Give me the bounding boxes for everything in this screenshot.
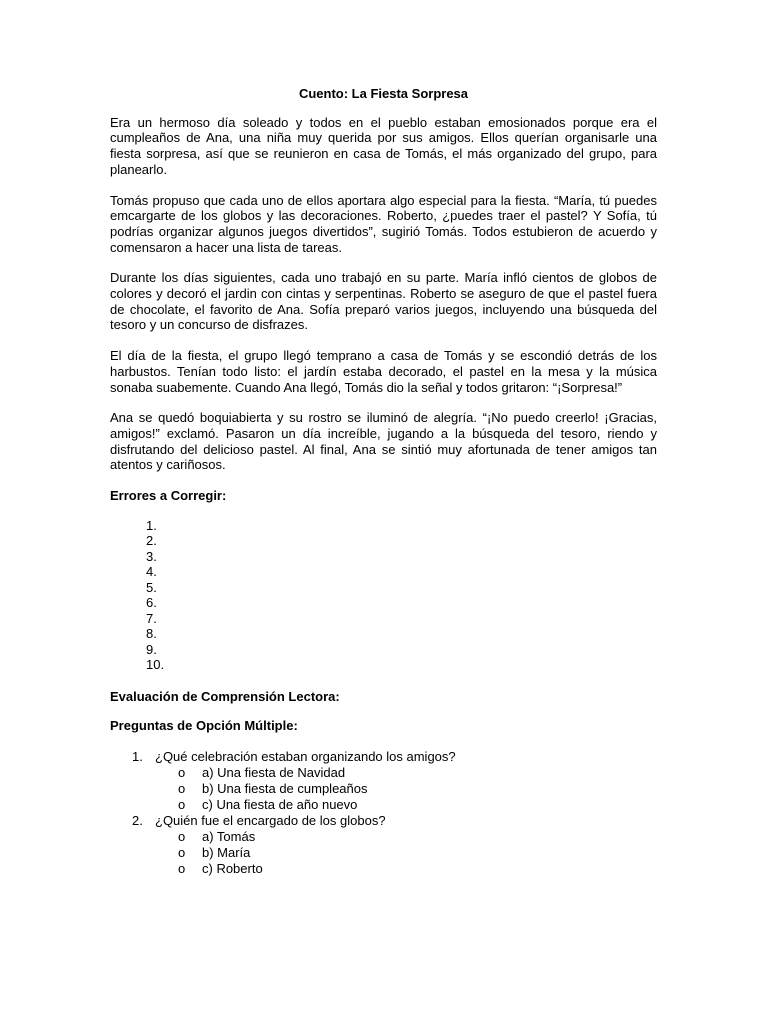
error-item: 5. (146, 579, 157, 595)
story-paragraph-5: Ana se quedó boquiabierta y su rostro se iluminó de alegría. “¡No puedo creerlo! ¡Gracias, amigos!” exclamó. Pasaron un día increíble, jugando a la búsqueda del tesoro, riendo y disfrutando del delicioso pastel. Al final, Ana se sintió muy afortunada de tener amigos tan atentos y cariñosos. (110, 410, 657, 473)
error-item: 7. (146, 610, 157, 626)
option-text: c) Roberto (202, 860, 263, 876)
bullet-icon: o (178, 860, 186, 876)
multiple-choice-heading: Preguntas de Opción Múltiple: (110, 718, 298, 734)
error-item: 10. (146, 657, 165, 673)
bullet-icon: o (178, 844, 186, 860)
errors-heading: Errores a Corregir: (110, 488, 227, 504)
option-text: c) Una fiesta de año nuevo (202, 796, 358, 812)
story-paragraph-4: El día de la fiesta, el grupo llegó temprano a casa de Tomás y se escondió detrás de los harbustos. Tenían todo listo: el jardín estaba decorado, el pastel en la mesa y la música sonaba suabemente. Cuando Ana llegó, Tomás dio la señal y todos gritaron: “¡Sorpresa!” (110, 348, 657, 395)
error-item: 2. (146, 533, 157, 549)
error-item: 8. (146, 626, 157, 642)
option-item (110, 829, 657, 845)
option-text: a) Una fiesta de Navidad (202, 764, 346, 780)
document-content (110, 86, 657, 877)
option-item (110, 861, 657, 877)
story-paragraph-2: Tomás propuso que cada uno de ellos aportara algo especial para la fiesta. “María, tú puedes emcargarte de los globos y las decoraciones. Roberto, ¿puedes traer el pastel? Y Sofía, tú podrías organizar algunos juegos divertidos”, sugirió Tomás. Todos estubieron de acuerdo y comensaron a hacer una lista de tareas. (110, 192, 657, 255)
evaluation-heading: Evaluación de Comprensión Lectora: (110, 688, 340, 704)
question-number: 2. (132, 812, 143, 828)
option-item (110, 765, 657, 781)
story-paragraph-1: Era un hermoso día soleado y todos en el pueblo estaban emosionados porque era el cumpleaños de Ana, una niña muy querida por sus amigos. Ellos querían organisarle una fiesta sorpresa, así que se reunieron en casa de Tomás, el más organizado del grupo, para planearlo. (110, 114, 657, 177)
question-item (110, 749, 657, 813)
option-text: b) Una fiesta de cumpleaños (202, 780, 368, 796)
option-list (155, 765, 657, 813)
story-paragraph-3: Durante los días siguientes, cada uno trabajó en su parte. María infló cientos de globos de colores y decoró el jardin con cintas y serpentinas. Roberto se aseguro de que el pastel fuera de chocolate, el favorito de Ana. Sofía preparó varios juegos, incluyendo una búsqueda del tesoro y un concurso de disfrazes. (110, 270, 657, 333)
question-text: ¿Quién fue el encargado de los globos? (155, 812, 386, 828)
bullet-icon: o (178, 796, 186, 812)
bullet-icon: o (178, 828, 186, 844)
option-text: b) María (202, 844, 251, 860)
error-item: 1. (146, 517, 157, 533)
error-item: 9. (146, 641, 157, 657)
question-text: ¿Qué celebración estaban organizando los amigos? (155, 749, 456, 765)
option-item (110, 845, 657, 861)
bullet-icon: o (178, 764, 186, 780)
error-item: 6. (146, 595, 157, 611)
error-item: 3. (146, 548, 157, 564)
story-title: Cuento: La Fiesta Sorpresa (298, 86, 469, 101)
question-list (110, 749, 657, 876)
option-item (110, 797, 657, 813)
question-number: 1. (132, 749, 143, 765)
option-list (155, 829, 657, 877)
option-text: a) Tomás (202, 828, 256, 844)
errors-list (110, 518, 657, 673)
option-item (110, 781, 657, 797)
question-item (110, 813, 657, 877)
error-item: 4. (146, 564, 157, 580)
bullet-icon: o (178, 780, 186, 796)
